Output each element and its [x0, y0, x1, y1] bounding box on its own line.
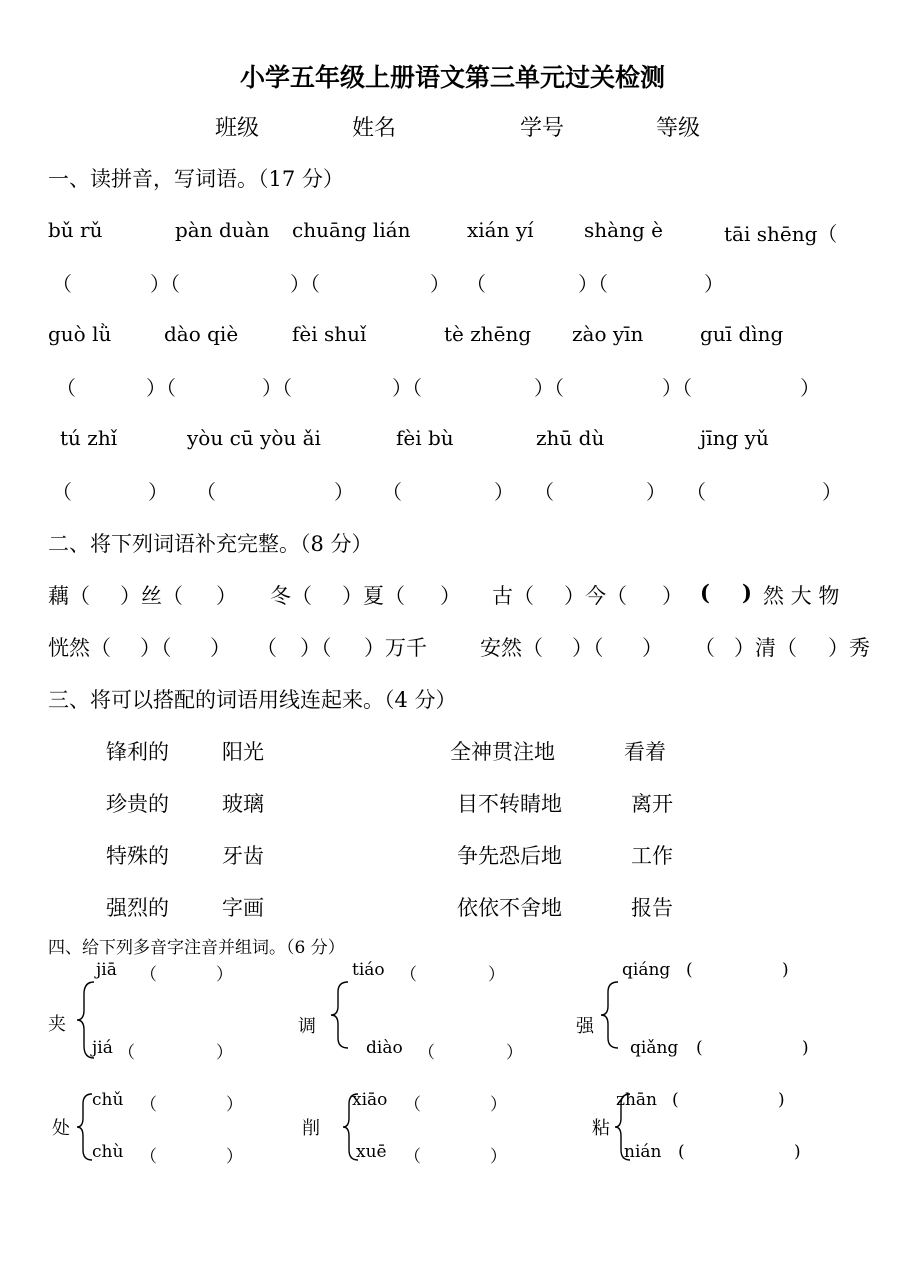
pinyin-top: jiā: [96, 960, 117, 980]
pinyin-item: fèi shuǐ: [292, 322, 367, 346]
fill-item: ): [742, 580, 752, 605]
fill-item: ）秀: [828, 636, 870, 660]
answer-blank[interactable]: ）: [334, 480, 354, 504]
answer-blank[interactable]: ）（: [146, 376, 176, 400]
pinyin-top: zhān: [616, 1090, 657, 1110]
answer-blank[interactable]: ）: [216, 1043, 233, 1063]
pinyin-bottom: nián: [624, 1142, 662, 1162]
fill-item: ）今（: [564, 584, 627, 608]
pinyin-item: xián yí: [467, 218, 534, 242]
fill-item: ）夏（: [342, 584, 405, 608]
pinyin-item: tú zhǐ: [60, 426, 118, 450]
pinyin-top: xiāo: [352, 1090, 388, 1110]
answer-blank[interactable]: ）: [490, 1095, 507, 1115]
answer-blank[interactable]: ）: [148, 480, 168, 504]
answer-blank[interactable]: （: [118, 1043, 135, 1063]
fill-item: （: [694, 636, 715, 660]
match-left-noun: 阳光: [222, 740, 264, 764]
page-title: 小学五年级上册语文第三单元过关检测: [240, 63, 666, 92]
fill-item: ）: [210, 636, 231, 660]
pinyin-bottom: xuē: [356, 1142, 387, 1162]
pinyin-item: shàng è: [584, 218, 663, 242]
answer-blank[interactable]: （: [140, 1147, 157, 1167]
pinyin-top: qiáng: [622, 960, 671, 980]
section-2-heading: 二、将下列词语补充完整。（8 分）: [48, 532, 373, 556]
pinyin-bottom: jiá: [92, 1038, 113, 1058]
fill-item: 恍然（: [48, 636, 111, 660]
answer-blank[interactable]: ): [794, 1142, 801, 1162]
answer-blank[interactable]: ): [782, 960, 789, 980]
fill-item: (: [700, 580, 710, 605]
match-left-adjective: 强烈的: [106, 896, 169, 920]
fill-item: 安然（: [480, 636, 543, 660]
grade-label: 等级: [656, 116, 701, 141]
answer-blank[interactable]: ）（: [262, 376, 292, 400]
answer-blank[interactable]: （: [52, 480, 72, 504]
name-label: 姓名: [352, 116, 397, 141]
pinyin-item: zào yīn: [572, 322, 644, 346]
answer-blank[interactable]: ）: [506, 1043, 523, 1063]
fill-item: ）: [642, 636, 663, 660]
pinyin-item: guò lǜ: [48, 322, 112, 346]
answer-blank[interactable]: (: [696, 1038, 703, 1058]
section-3-heading: 三、将可以搭配的词语用线连起来。（4 分）: [48, 688, 457, 712]
answer-blank[interactable]: （: [140, 965, 157, 985]
answer-blank[interactable]: ）（: [662, 376, 692, 400]
fill-item: ）清（: [734, 636, 797, 660]
student-id-label: 学号: [520, 116, 565, 141]
pinyin-item: guī dìng: [700, 322, 784, 346]
pinyin-bottom: chù: [92, 1142, 124, 1162]
pinyin-item: pàn duàn: [175, 218, 270, 242]
pinyin-top: tiáo: [352, 960, 385, 980]
answer-blank[interactable]: （: [140, 1095, 157, 1115]
match-left-noun: 玻璃: [222, 792, 264, 816]
match-right-verb: 报告: [631, 896, 673, 920]
answer-blank[interactable]: ）: [226, 1095, 243, 1115]
brace-icon: [330, 980, 350, 1050]
answer-blank[interactable]: （: [466, 272, 486, 296]
answer-blank[interactable]: ）: [488, 965, 505, 985]
answer-blank[interactable]: （: [56, 376, 76, 400]
answer-blank[interactable]: ): [802, 1038, 809, 1058]
answer-blank[interactable]: (: [686, 960, 693, 980]
polyphone-char: 粘: [592, 1118, 610, 1139]
match-right-adverb: 争先恐后地: [457, 844, 562, 868]
section-4-heading: 四、给下列多音字注音并组词。（6 分）: [48, 938, 345, 958]
answer-blank[interactable]: ）: [490, 1147, 507, 1167]
answer-blank[interactable]: （: [534, 480, 554, 504]
fill-item: ）: [662, 584, 683, 608]
answer-blank[interactable]: ）（: [290, 272, 320, 296]
pinyin-item: zhū dù: [536, 426, 605, 450]
answer-blank[interactable]: （: [52, 272, 72, 296]
match-right-adverb: 全神贯注地: [450, 740, 555, 764]
pinyin-item: dào qiè: [164, 322, 239, 346]
answer-blank[interactable]: ）: [430, 272, 450, 296]
answer-blank[interactable]: （: [196, 480, 216, 504]
match-right-verb: 看着: [624, 740, 666, 764]
pinyin-item: chuāng lián: [292, 218, 411, 242]
fill-item: ）丝（: [120, 584, 183, 608]
pinyin-item: fèi bù: [396, 426, 454, 450]
fill-item: ）万千: [364, 636, 427, 660]
fill-item: ）: [440, 584, 461, 608]
fill-item: 然 大 物: [763, 584, 840, 608]
pinyin-bottom: diào: [366, 1038, 403, 1058]
pinyin-item: bǔ rǔ: [48, 218, 103, 242]
fill-item: ）（: [140, 636, 172, 660]
polyphone-char: 强: [576, 1016, 594, 1037]
match-right-adverb: 依依不舍地: [457, 896, 562, 920]
polyphone-char: 调: [298, 1016, 316, 1037]
answer-blank[interactable]: (: [672, 1090, 679, 1110]
section-1-heading: 一、读拼音，写词语。（17 分）: [48, 167, 344, 191]
answer-blank[interactable]: ): [778, 1090, 785, 1110]
answer-blank[interactable]: ）（: [534, 376, 564, 400]
answer-blank[interactable]: ）: [704, 272, 724, 296]
pinyin-item: jīng yǔ: [700, 426, 769, 450]
answer-blank[interactable]: ）（: [150, 272, 180, 296]
fill-item: （: [256, 636, 277, 660]
match-left-adjective: 特殊的: [106, 844, 169, 868]
answer-blank[interactable]: （: [382, 480, 402, 504]
answer-blank[interactable]: ）: [646, 480, 666, 504]
pinyin-bottom: qiǎng: [630, 1038, 679, 1058]
pinyin-item: tāi shēng（: [724, 222, 838, 246]
match-left-noun: 牙齿: [222, 844, 264, 868]
pinyin-item: yòu cū yòu ǎi: [187, 426, 321, 450]
answer-blank[interactable]: （: [404, 1147, 421, 1167]
fill-item: ）（: [572, 636, 604, 660]
match-left-noun: 字画: [222, 896, 264, 920]
answer-blank[interactable]: ）: [216, 965, 233, 985]
match-right-verb: 工作: [631, 844, 673, 868]
polyphone-char: 夹: [48, 1014, 66, 1035]
polyphone-char: 处: [52, 1118, 70, 1139]
answer-blank[interactable]: （: [418, 1043, 435, 1063]
fill-item: ）: [216, 584, 237, 608]
pinyin-top: chǔ: [92, 1090, 124, 1110]
class-label: 班级: [215, 116, 260, 141]
answer-blank[interactable]: （: [400, 965, 417, 985]
fill-item: 冬（: [270, 584, 312, 608]
match-left-adjective: 珍贵的: [106, 792, 169, 816]
answer-blank[interactable]: ）（: [578, 272, 608, 296]
answer-blank[interactable]: ）: [226, 1147, 243, 1167]
answer-blank[interactable]: ）（: [392, 376, 422, 400]
answer-blank[interactable]: ）: [800, 376, 820, 400]
fill-item: 古（: [492, 584, 534, 608]
match-right-adverb: 目不转睛地: [457, 792, 562, 816]
match-right-verb: 离开: [631, 792, 673, 816]
brace-icon: [600, 980, 620, 1050]
match-left-adjective: 锋利的: [106, 740, 169, 764]
answer-blank[interactable]: （: [404, 1095, 421, 1115]
answer-blank[interactable]: (: [678, 1142, 685, 1162]
polyphone-char: 削: [302, 1118, 320, 1139]
answer-blank[interactable]: （: [686, 480, 706, 504]
fill-item: 藕（: [48, 584, 90, 608]
answer-blank[interactable]: ）: [494, 480, 514, 504]
fill-item: ）（: [300, 636, 332, 660]
pinyin-item: tè zhēng: [444, 322, 532, 346]
answer-blank[interactable]: ）: [822, 480, 842, 504]
